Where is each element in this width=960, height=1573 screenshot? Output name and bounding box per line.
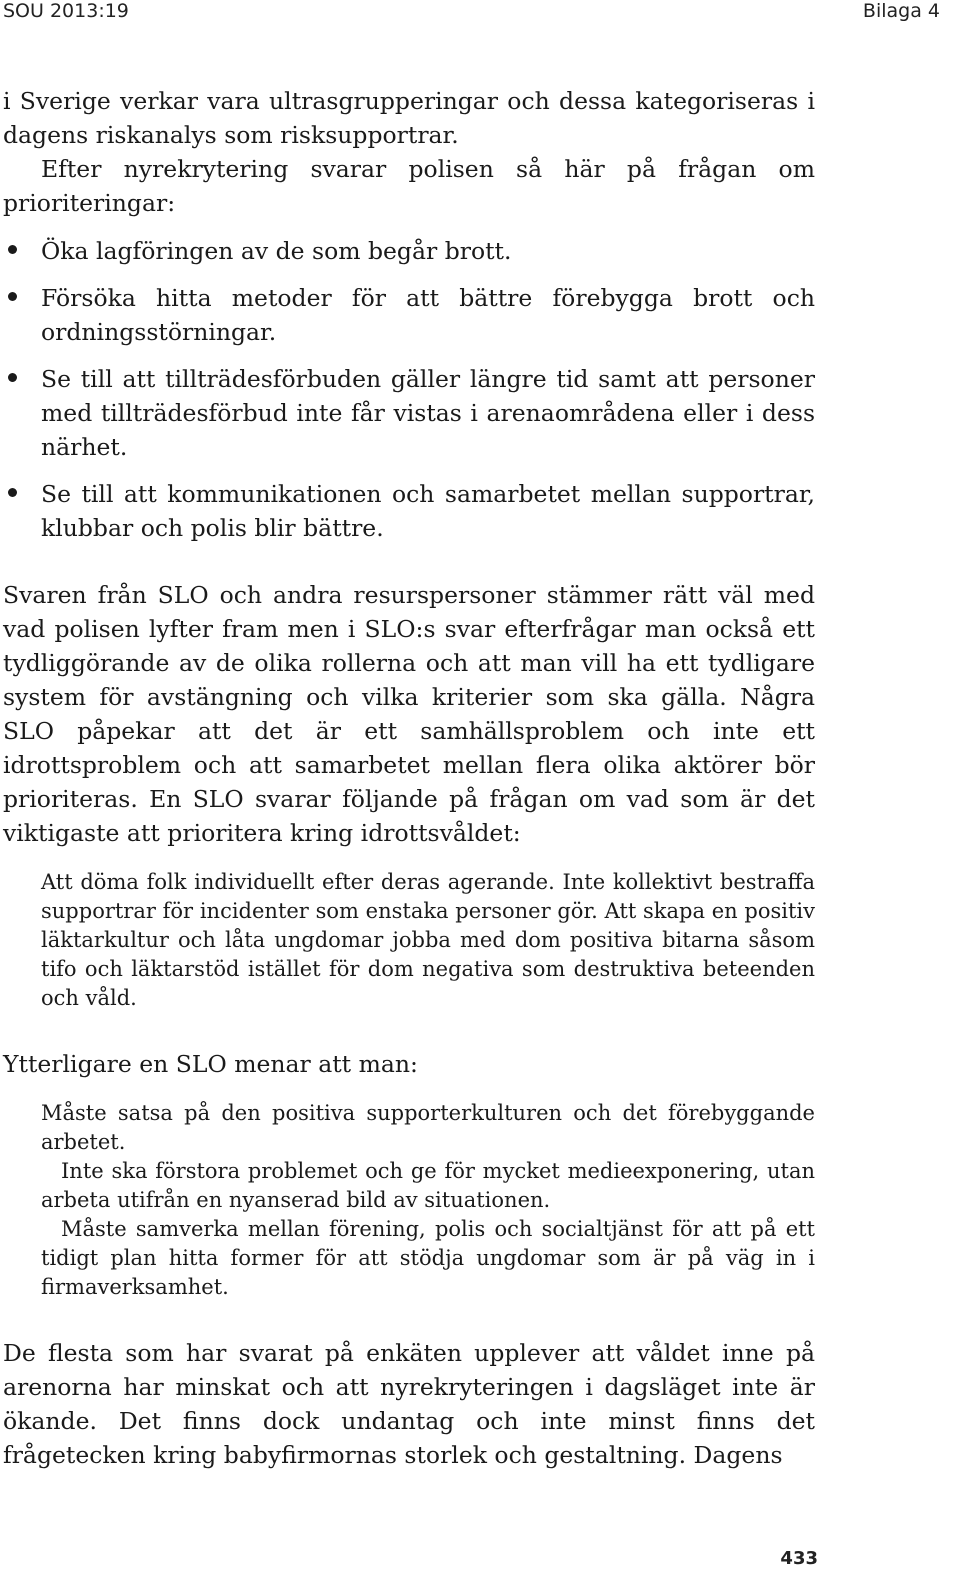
paragraph-slo-answers: Svaren från SLO och andra resurspersoner stämmer rätt väl med vad polisen lyfter fram men i SLO:s svar efterfrågar man också ett tydliggörande av de olika rollerna och att man vill ha ett tydligare system för avstängning och vilka kriterier som ska gälla. Några SLO påpekar att det är ett samhällsproblem och inte ett idrottsproblem och att samarbetet mellan flera olika aktörer bör prioriteras. En SLO svarar följande på frågan om vad som är det viktigaste att prioritera kring idrottsvåldet: xyxy=(3,581,815,847)
quote-text: Att döma folk individuellt efter deras agerande. Inte kollektivt bestraffa supportrar för incidenter som enstaka personer gör. Att skapa en positiv läktarkultur och låta ungdomar jobba med dom positiva bitarna såsom tifo och läktarstöd istället för dom negativa som destruktiva beteenden och våld. xyxy=(41,870,815,1010)
page-header xyxy=(0,0,960,24)
paragraph-police-question: Efter nyrekrytering svarar polisen så här på frågan om prioriteringar: xyxy=(3,155,815,217)
quote-line: Måste samverka mellan förening, polis och socialtjänst för att på ett tidigt plan hitta former för att stödja ungdomar som är på väg in i firmaverksamhet. xyxy=(41,1217,815,1299)
page-number: 433 xyxy=(780,1548,818,1569)
paragraph-intro: i Sverige verkar vara ultrasgrupperingar och dessa kategoriseras i dagens riskanalys som risksupportrar. xyxy=(3,87,815,149)
list-item-text: Se till att tillträdesförbuden gäller längre tid samt att personer med tillträdesförbud inte får vistas i arenaområdena eller i dess närhet. xyxy=(41,365,815,461)
list-item xyxy=(3,281,815,349)
police-priorities-list xyxy=(3,234,815,545)
paragraph-another-slo: Ytterligare en SLO menar att man: xyxy=(3,1050,418,1078)
bullet-icon xyxy=(8,373,17,382)
bullet-icon xyxy=(8,245,17,254)
list-item xyxy=(3,362,815,464)
list-item xyxy=(3,477,815,545)
paragraph-survey-results: De flesta som har svarat på enkäten upplever att våldet inne på arenorna har minskat och att nyrekryteringen i dagsläget inte är ökande. Det finns dock undantag och inte minst finns det frågetecken kring babyfirmornas storlek och gestaltning. Dagens xyxy=(3,1339,815,1469)
list-item xyxy=(3,234,815,268)
slo-quote-1 xyxy=(41,868,815,1013)
slo-quote-2 xyxy=(41,1099,815,1302)
bullet-icon xyxy=(8,488,17,497)
quote-line: Måste satsa på den positiva supporterkulturen och det förebyggande arbetet. xyxy=(41,1101,815,1154)
list-item-text: Öka lagföringen av de som begår brott. xyxy=(41,237,512,265)
page-body xyxy=(3,84,815,1472)
report-number: SOU 2013:19 xyxy=(3,0,129,22)
list-item-text: Se till att kommunikationen och samarbetet mellan supportrar, klubbar och polis blir bättre. xyxy=(41,480,815,542)
list-item-text: Försöka hitta metoder för att bättre förebygga brott och ordningsstörningar. xyxy=(41,284,815,346)
appendix-label: Bilaga 4 xyxy=(862,0,940,22)
bullet-icon xyxy=(8,292,17,301)
quote-line: Inte ska förstora problemet och ge för mycket medieexponering, utan arbeta utifrån en nyanserad bild av situationen. xyxy=(41,1159,815,1212)
